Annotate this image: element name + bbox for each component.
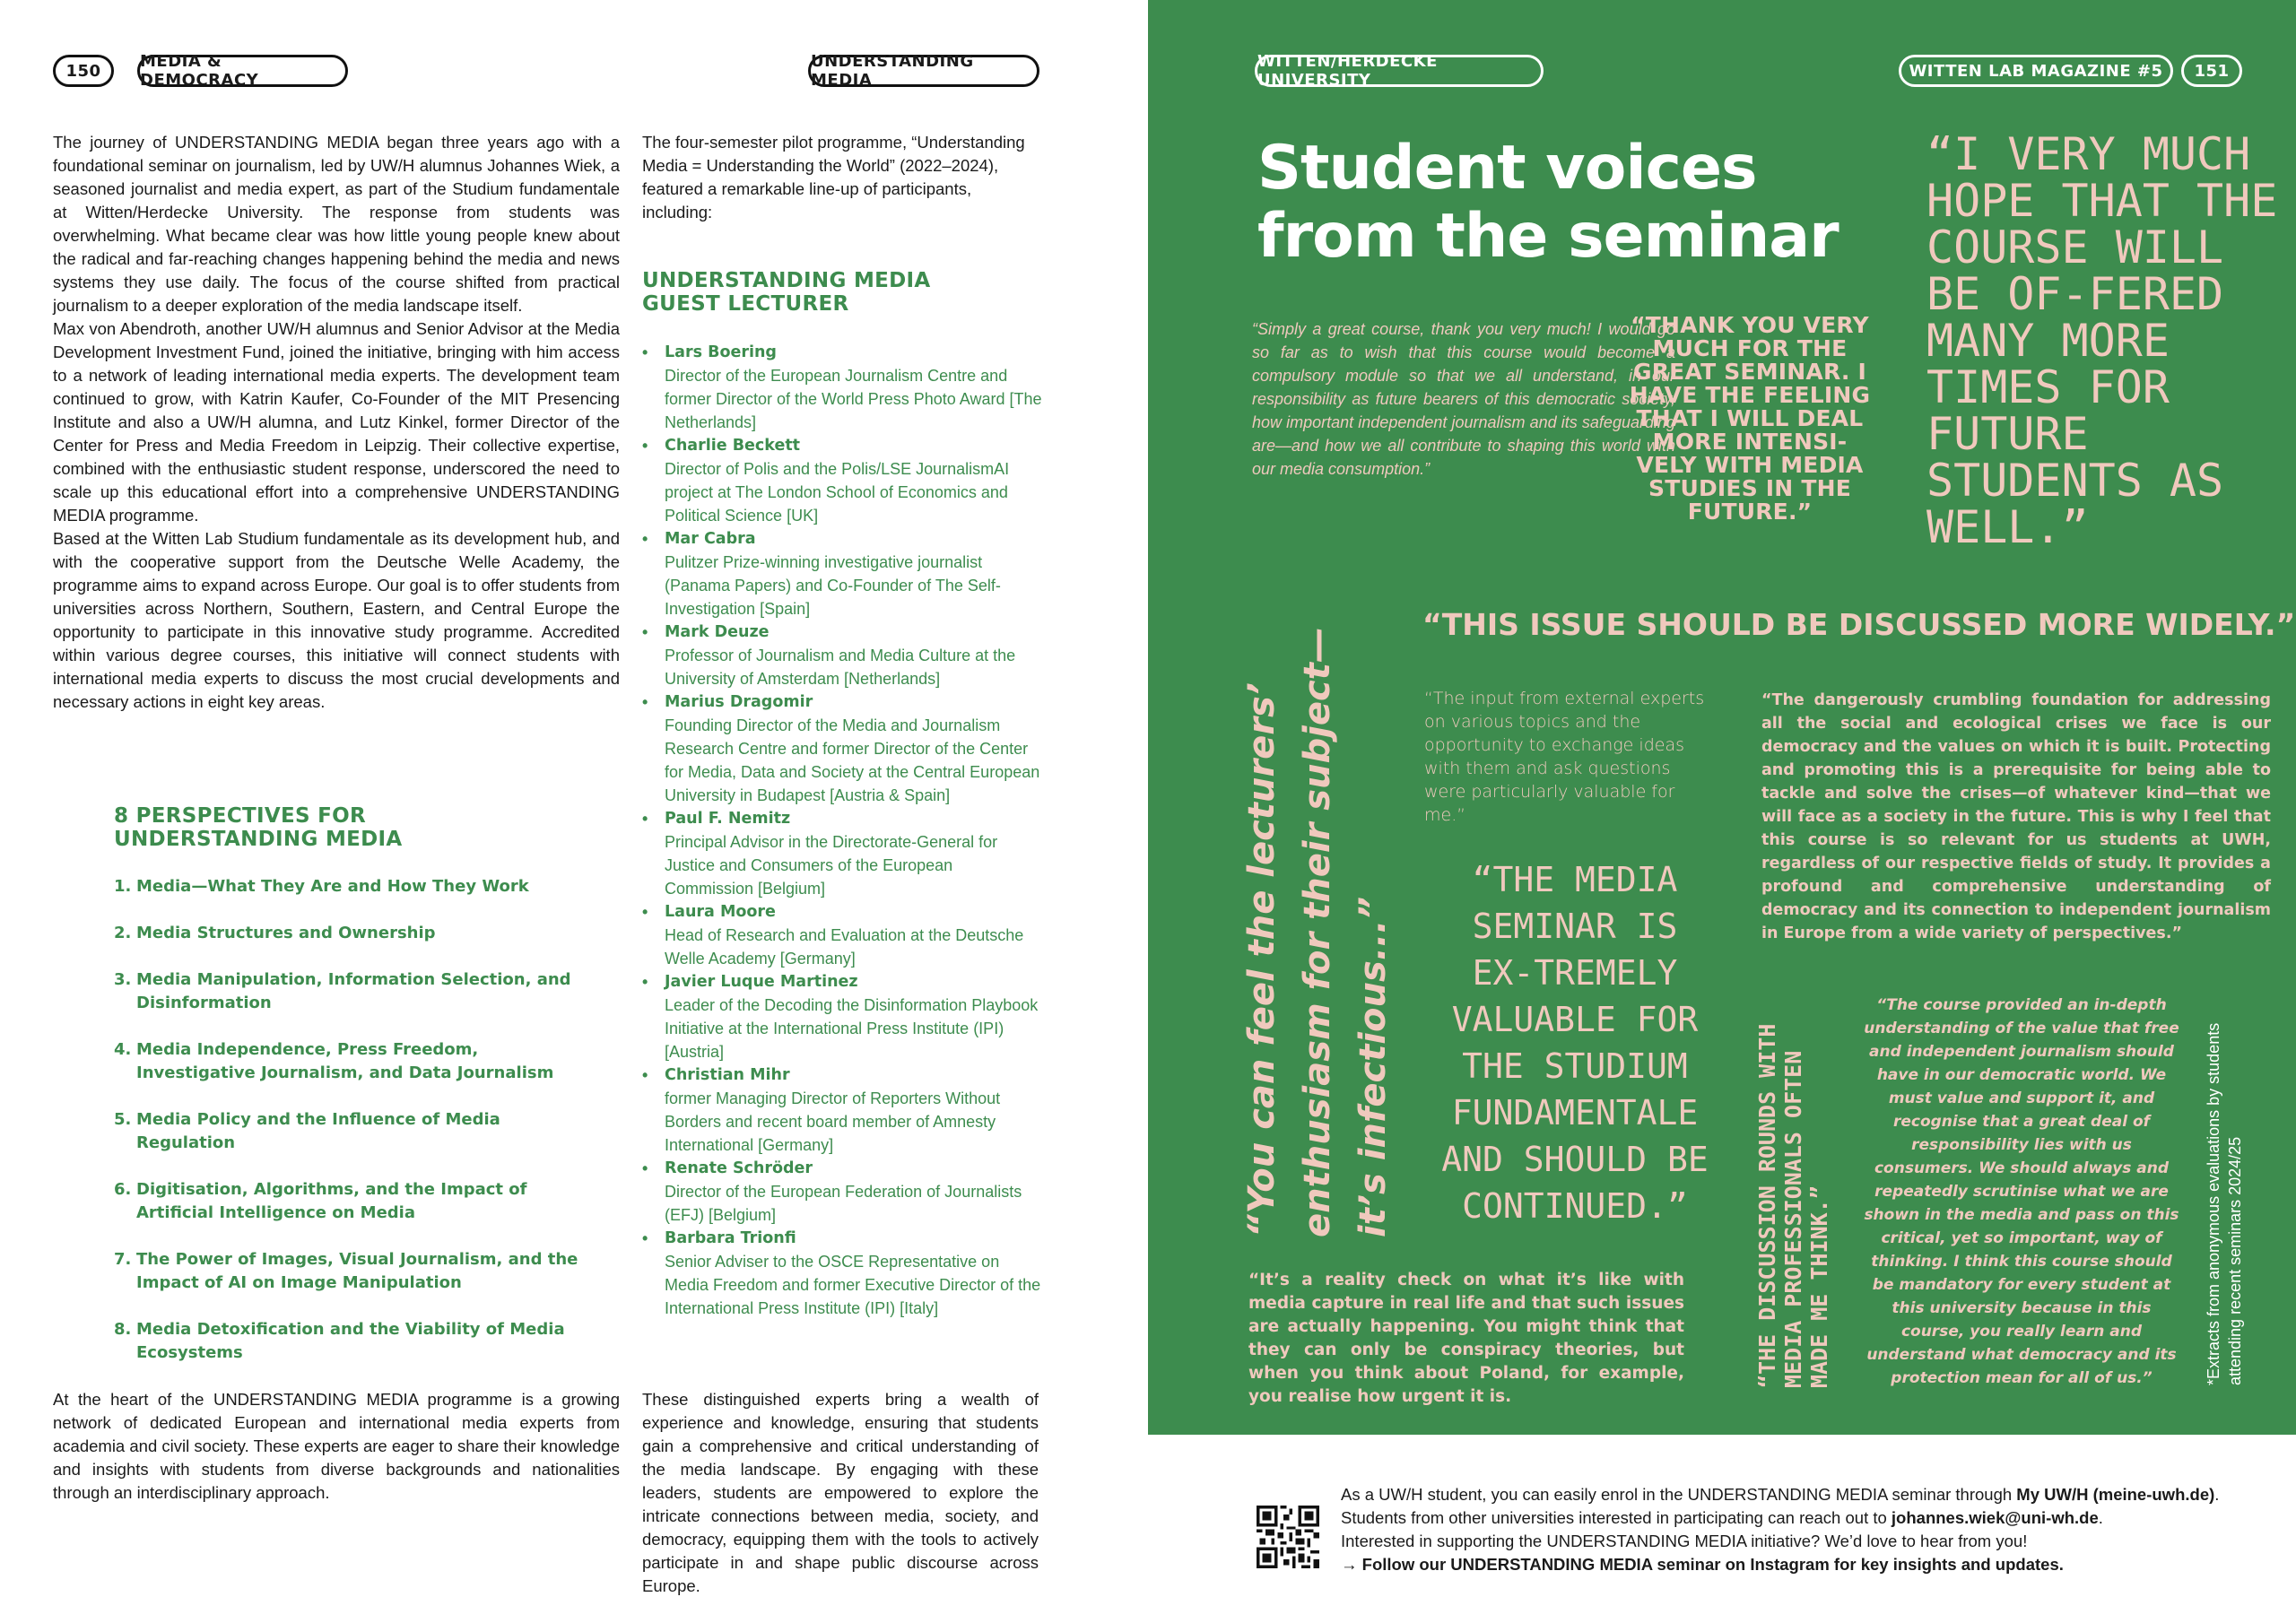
quote-external-experts: “The input from external experts on various topics and the opportunity to exchange ideas with them and ask questions were particularly valuable for me.” xyxy=(1424,689,1705,825)
lecturer-item xyxy=(642,970,1044,1063)
my-uwh-link[interactable]: My UW/H (meine-uwh.de) xyxy=(2016,1485,2215,1504)
perspective-number: 7. xyxy=(114,1250,132,1269)
section-pill-media-democracy-text: MEDIA & DEMOCRACY xyxy=(140,52,259,90)
page-number-right xyxy=(2181,55,2242,87)
footer-line-contact xyxy=(1341,1506,2274,1530)
perspectives-heading-line1: 8 PERSPECTIVES FOR xyxy=(114,804,367,828)
page-title-line1: Student voices xyxy=(1257,133,1757,204)
lecturer-item xyxy=(642,527,1044,621)
lecturer-role: Director of the European Journalism Centre and former Director of the World Press Photo Award [The Netherlands] xyxy=(665,367,1042,431)
qr-code-icon[interactable] xyxy=(1257,1506,1319,1568)
lecturer-name: • Javier Luque Martinez xyxy=(665,973,858,991)
perspective-number: 2. xyxy=(114,924,132,942)
perspectives-list xyxy=(114,875,598,1388)
extracts-note: *Extracts from anonymous evaluations by students attending recent seminars 2024/25 xyxy=(2205,1022,2244,1385)
quote-discussion-rounds: “THE DISCUSSION ROUNDS WITH MEDIA PROFESSIONALS OFTEN MADE ME THINK.” xyxy=(1754,1023,1832,1388)
perspective-text: Media—What They Are and How They Work xyxy=(136,877,529,896)
intro-paragraph-3: Based at the Witten Lab Studium fundamentale as its development hub, and with the cooperative support from the Deutsche Welle Academy, the programme aims to expand across Europe. Our goal is to offer students from universities across Northern, Southern, Eastern, and Central Europe the opportunity to participate in this innovative study programme. Accredited within various degree courses, this initiative will connect students with international media experts to discuss the most crucial developments and necessary actions in eight key areas. xyxy=(53,529,620,711)
perspective-item-4 xyxy=(114,1038,598,1085)
magazine-pill xyxy=(1899,55,2173,87)
section-pill-media-democracy xyxy=(137,52,348,90)
lecturers-heading-line2: GUEST LECTURER xyxy=(642,292,849,316)
lecturer-name: • Mar Cabra xyxy=(665,530,756,548)
lecturers-list xyxy=(642,341,1044,1320)
lecturer-item xyxy=(642,621,1044,690)
perspectives-heading-line2: UNDERSTANDING MEDIA xyxy=(114,828,403,851)
perspective-number: 6. xyxy=(114,1180,132,1199)
perspective-item-7 xyxy=(114,1248,598,1295)
lecturer-role: Leader of the Decoding the Disinformation Playbook Initiative at the International Press Institute (IPI) [Austria] xyxy=(665,996,1039,1061)
perspective-text: The Power of Images, Visual Journalism, and the Impact of AI on Image Manipulation xyxy=(136,1250,578,1292)
perspective-number: 5. xyxy=(114,1110,132,1129)
perspective-item-1 xyxy=(114,875,598,898)
magazine-pill-text: WITTEN LAB MAGAZINE #5 xyxy=(1909,61,2163,81)
page-number-left xyxy=(53,55,114,87)
left-bottom-paragraph: At the heart of the UNDERSTANDING MEDIA programme is a growing network of dedicated European and international media experts from academia and civil society. These experts are eager to share their knowledge and insights with students from diverse backgrounds and nationalities through an interdisciplinary approach. xyxy=(53,1390,620,1502)
footer-line-enrol xyxy=(1341,1483,2274,1506)
lecturer-name: • Charlie Beckett xyxy=(665,437,801,455)
quote-issue-discussed: “THIS ISSUE SHOULD BE DISCUSSED MORE WIDELY.” xyxy=(1422,607,2296,642)
perspective-text: Media Manipulation, Information Selection, and Disinformation xyxy=(136,970,571,1012)
page-title xyxy=(1257,135,1885,271)
lecturer-item xyxy=(642,1063,1044,1157)
perspective-number: 8. xyxy=(114,1320,132,1339)
quote-very-much-hope: “I VERY MUCH HOPE THAT THE COURSE WILL BE OF-FERED MANY MORE TIMES FOR FUTURE STUDENTS AS WELL.” xyxy=(1926,128,2278,553)
contact-email-link[interactable]: johannes.wiek@uni-wh.de xyxy=(1891,1508,2099,1527)
lecturer-item xyxy=(642,807,1044,900)
lecturer-name: • Paul F. Nemitz xyxy=(665,810,791,828)
footer-line-enrol-text: As a UW/H student, you can easily enrol in the UNDERSTANDING MEDIA seminar through xyxy=(1341,1485,2017,1504)
perspective-item-6 xyxy=(114,1178,598,1225)
perspective-item-2 xyxy=(114,922,598,945)
lecturer-role: Senior Adviser to the OSCE Representative on Media Freedom and former Executive Director of the International Press Institute (IPI) [Italy] xyxy=(665,1253,1041,1317)
instagram-follow-link[interactable]: → Follow our UNDERSTANDING MEDIA seminar on Instagram for key insights and updates. xyxy=(1341,1555,2064,1574)
footer-line-support: Interested in supporting the UNDERSTANDING MEDIA initiative? We’d love to hear from you! xyxy=(1341,1532,2028,1550)
lecturer-role: Pulitzer Prize-winning investigative journalist (Panama Papers) and Co-Founder of The Self-Investigation [Spain] xyxy=(665,553,1001,618)
lecturer-item xyxy=(642,341,1044,434)
lecturer-name: • Laura Moore xyxy=(665,903,776,921)
page-number-right-text: 151 xyxy=(2194,61,2230,81)
pilot-intro-paragraph: The four-semester pilot programme, “Understanding Media = Understanding the World” (2022–2024), featured a remarkable line-up of participants, including: xyxy=(642,133,1025,221)
lecturer-name: • Renate Schröder xyxy=(665,1159,813,1177)
university-pill-text: WITTEN/HERDECKE UNIVERSITY xyxy=(1257,52,1438,90)
lecturer-item xyxy=(642,900,1044,970)
lecturer-name: • Mark Deuze xyxy=(665,623,770,641)
lecturer-role: Professor of Journalism and Media Culture at the University of Amsterdam [Netherlands] xyxy=(665,647,1016,688)
perspective-item-3 xyxy=(114,968,598,1015)
lecturer-role: Director of Polis and the Polis/LSE JournalismAI project at The London School of Economics and Political Science [UK] xyxy=(665,460,1010,525)
perspective-number: 4. xyxy=(114,1040,132,1059)
lecturer-role: Head of Research and Evaluation at the Deutsche Welle Academy [Germany] xyxy=(665,926,1024,968)
perspective-item-5 xyxy=(114,1108,598,1155)
quote-thank-you: “THANK YOU VERY MUCH FOR THE GREAT SEMINAR. I HAVE THE FEELING THAT I WILL DEAL MORE INTENSI-VELY WITH MEDIA STUDIES IN THE FUTURE.” xyxy=(1629,312,1871,525)
perspective-text: Media Detoxification and the Viability of Media Ecosystems xyxy=(136,1320,565,1362)
quote-crumbling-foundation: “The dangerously crumbling foundation for addressing all the social and ecological crises we face is our democracy and the values on which it is built. Protecting and promoting this is a prerequisite for being able to tackle and solve the crises—of whatever kind—that we will face as a society in the future. This is why I feel that this course is so relevant for us students at UWH, regardless of our respective fields of study. It provides a profound and comprehensive understanding of democracy and its connection to independent journalism in Europe from a wide variety of perspectives.” xyxy=(1761,691,2271,942)
lecturers-heading xyxy=(642,269,1039,316)
footer-line-enrol-end: . xyxy=(2214,1485,2220,1504)
quote-lecturers-enthusiasm: “You can feel the lecturers’ enthusiasm for their subject— it’s infectious...” xyxy=(1241,627,1394,1237)
perspective-number: 3. xyxy=(114,970,132,989)
mid-bottom-paragraph: These distinguished experts bring a wealth of experience and knowledge, ensuring that students gain a comprehensive and critical understanding of the media landscape. By engaging with these leaders, students are empowered to explore the intricate connections between media, society, and democracy, equipping them with the tools to actively participate in and shape public discourse across Europe. xyxy=(642,1390,1039,1595)
lecturer-name: • Lars Boering xyxy=(665,343,777,361)
perspective-text: Digitisation, Algorithms, and the Impact of Artificial Intelligence on Media xyxy=(136,1180,527,1222)
intro-paragraph-1: The journey of UNDERSTANDING MEDIA began three years ago with a foundational seminar on journalism, led by UW/H alumnus Johannes Wiek, a seasoned journalist and media expert, as part of the Studium fundamentale at Witten/Herdecke University. The response from students was overwhelming. What became clear was how little young people knew about the radical and far-reaching changes happening behind the media and news systems they use daily. The focus of the course shifted from practical journalism to a deeper exploration of the media landscape itself. xyxy=(53,133,620,315)
lecturer-role: Founding Director of the Media and Journalism Research Centre and former Director of the Center for Media, Data and Society at the Central European University in Budapest [Austria & Spain] xyxy=(665,716,1040,804)
footer-enrol-info xyxy=(1341,1483,2274,1576)
section-pill-understanding-media xyxy=(808,52,1039,90)
intro-paragraph-2: Max von Abendroth, another UW/H alumnus and Senior Advisor at the Media Development Investment Fund, joined the initiative, bringing with him access to a network of leading international media experts. The development team continued to grow, with Katrin Kaufer, Co-Founder of the MIT Presencing Institute and also a UW/H alumna, and Lutz Kinkel, former Director of the Center for Press and Media Freedom in Leipzig. Their collective expertise, combined with the enthusiastic student response, underscored the need to scale up this educational effort into a comprehensive UNDERSTANDING MEDIA programme. xyxy=(53,319,620,525)
page-number-left-text: 150 xyxy=(65,61,101,81)
lecturer-item xyxy=(642,690,1044,807)
university-pill xyxy=(1255,52,1544,90)
quote-media-seminar-valuable: “THE MEDIA SEMINAR IS EX-TREMELY VALUABLE FOR THE STUDIUM FUNDAMENTALE AND SHOULD BE CONTINUED.” xyxy=(1441,860,1709,1226)
lecturer-item xyxy=(642,1227,1044,1320)
footer-line-contact-end: . xyxy=(2098,1508,2103,1527)
left-column-intro xyxy=(53,131,620,714)
quote-reality-check: “It’s a reality check on what it’s like with media capture in real life and that such issues are actually happening. You might think that they can only be conspiracy theories, but when you think about Poland, for example, you realise how urgent it is. xyxy=(1248,1271,1684,1406)
quote-course-provided: “The course provided an in-depth understanding of the value that free and independent journalism should have in our democratic world. We must value and support it, and recognise that a great deal of responsibility lies with us consumers. We should always and repeatedly scrutinise what we are shown in the media and pass on this critical, yet so important, way of thinking. I think this course should be mandatory for every student at this university because in this course, you really learn and understand what democracy and its protection mean for all of us.” xyxy=(1864,996,2179,1387)
lecturer-name: • Christian Mihr xyxy=(665,1066,790,1084)
perspective-text: Media Policy and the Influence of Media Regulation xyxy=(136,1110,500,1152)
lecturers-heading-line1: UNDERSTANDING MEDIA xyxy=(642,269,931,292)
lecturer-name: • Marius Dragomir xyxy=(665,693,813,711)
perspective-text: Media Independence, Press Freedom, Investigative Journalism, and Data Journalism xyxy=(136,1040,554,1082)
student-voices-panel xyxy=(1148,0,2296,1435)
lecturer-name: • Barbara Trionfi xyxy=(665,1229,796,1247)
quote-simply-great: “Simply a great course, thank you very much! I would go so far as to wish that this course would become a compulsory module so that we all understand, in our responsibility as future bearers of this democratic society, how important independent journalism and its safeguarding are—and how we all contribute to shaping this world with our media consumption.” xyxy=(1252,320,1675,478)
lecturer-role: Principal Advisor in the Directorate-General for Justice and Consumers of the European Commission [Belgium] xyxy=(665,833,998,898)
page-title-line2: from the seminar xyxy=(1257,201,1839,272)
footer-line-contact-text: Students from other universities interested in participating can reach out to xyxy=(1341,1508,1892,1527)
perspective-text: Media Structures and Ownership xyxy=(136,924,436,942)
section-pill-understanding-media-text: UNDERSTANDING MEDIA xyxy=(811,52,974,90)
perspective-item-8 xyxy=(114,1318,598,1365)
perspective-number: 1. xyxy=(114,877,132,896)
lecturer-role: Director of the European Federation of Journalists (EFJ) [Belgium] xyxy=(665,1183,1022,1224)
lecturer-item xyxy=(642,1157,1044,1227)
perspectives-heading xyxy=(114,804,580,851)
lecturer-item xyxy=(642,434,1044,527)
lecturer-role: former Managing Director of Reporters Without Borders and recent board member of Amnesty International [Germany] xyxy=(665,1089,1001,1154)
